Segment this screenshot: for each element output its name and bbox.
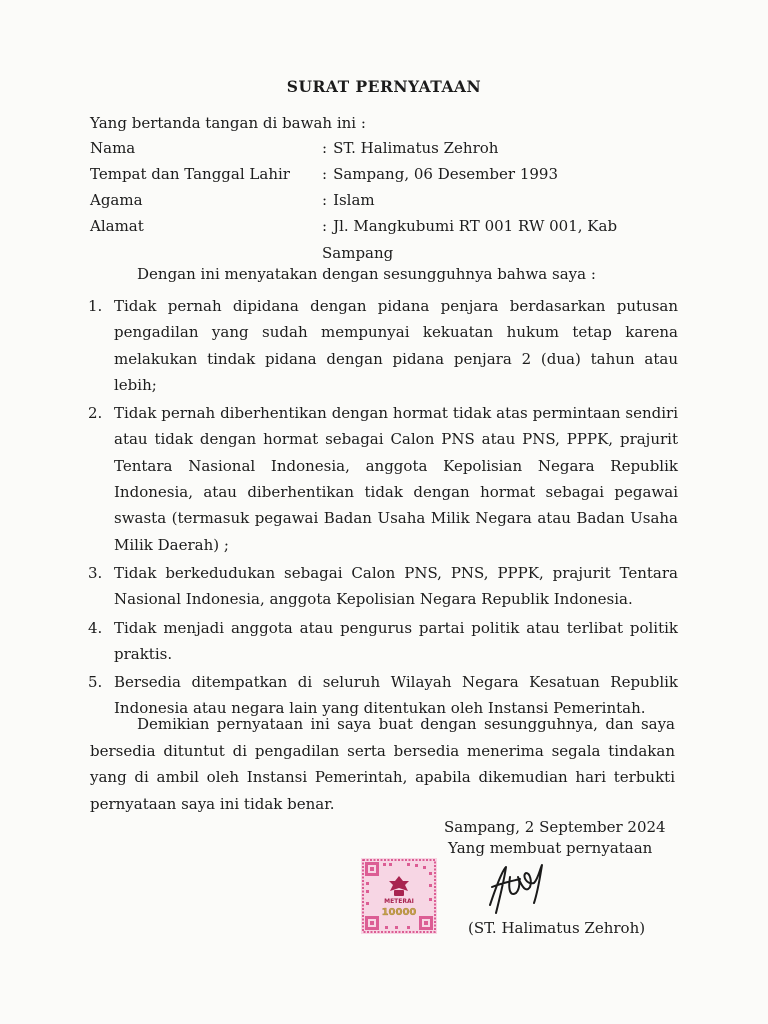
list-item-text: Tidak berkedudukan sebagai Calon PNS, PNS, PPPK, prajurit Tentara Nasional Indonesia, anggota Kepolisian Negara Republik Indonesia. (114, 563, 678, 609)
signature-role: Yang membuat pernyataan (448, 839, 653, 857)
intro-text: Yang bertanda tangan di bawah ini : (90, 114, 366, 132)
identity-table (90, 138, 690, 262)
identity-value: : ST. Halimatus Zehroh (322, 139, 499, 157)
signature-place-date: Sampang, 2 September 2024 (444, 818, 666, 836)
meterai-stamp-icon (361, 858, 437, 934)
list-item-number: 3. (88, 563, 103, 582)
identity-value-text: Sampang, 06 Desember 1993 (333, 165, 558, 183)
list-item (90, 293, 678, 398)
handwritten-signature (482, 857, 552, 917)
declaration-intro: Dengan ini menyatakan dengan sesungguhnya bahwa saya : (137, 265, 596, 283)
identity-label: Agama (90, 191, 143, 209)
identity-label: Nama (90, 139, 136, 157)
identity-value-text: ST. Halimatus Zehroh (333, 139, 499, 157)
stamp-label: METERAI (384, 898, 414, 905)
list-item-text: Tidak pernah diberhentikan dengan hormat tidak atas permintaan sendiri atau tidak dengan hormat sebagai Calon PNS atau PNS, PPPK, prajurit Tentara Nasional Indonesia, anggota Kepolisian Negara Republik Indonesia, atau diberhentikan tidak dengan hormat sebagai pegawai swasta (termasuk pegawai Badan Usaha Milik Negara atau Badan Usaha Milik Daerah) ; (114, 404, 678, 554)
list-item (90, 400, 678, 558)
closing-paragraph: Demikian pernyataan ini saya buat dengan sesungguhnya, dan saya bersedia dituntut di pengadilan serta bersedia menerima segala tindakan yang di ambil oleh Instansi Pemerintah, apabila dikemudian hari terbukti pernyataan saya ini tidak benar. (90, 715, 675, 813)
list-item-text: Bersedia ditempatkan di seluruh Wilayah Negara Kesatuan Republik Indonesia atau negara lain yang ditentukan oleh Instansi Pemerintah. (114, 673, 678, 718)
list-item-number: 4. (88, 618, 103, 637)
list-item-number: 2. (88, 404, 103, 423)
identity-value-text: Jl. Mangkubumi RT 001 RW 001, Kab Sampang (322, 217, 618, 262)
identity-label: Tempat dan Tanggal Lahir (90, 165, 290, 183)
signatory-name: (ST. Halimatus Zehroh) (468, 919, 646, 937)
list-item-number: 1. (88, 297, 103, 315)
list-item-text: Tidak menjadi anggota atau pengurus partai politik atau terlibat politik praktis. (114, 618, 678, 663)
identity-value-text: Islam (333, 191, 375, 209)
list-item-text: Tidak pernah dipidana dengan pidana penjara berdasarkan putusan pengadilan yang sudah mempunyai kekuatan hukum tetap karena melakukan tindak pidana dengan pidana penjara 2 (dua) tahun atau lebih; (114, 297, 678, 394)
identity-value: : Jl. Mangkubumi RT 001 RW 001, Kab Sampang (322, 217, 618, 262)
list-item-number: 5. (88, 673, 103, 692)
identity-row-address (90, 216, 690, 262)
declaration-list (90, 293, 678, 724)
identity-label: Alamat (90, 217, 144, 235)
identity-value: : Sampang, 06 Desember 1993 (322, 165, 558, 183)
stamp-value: 10000 (381, 907, 417, 918)
list-item (90, 560, 678, 613)
list-item (90, 615, 678, 668)
document-title: SURAT PERNYATAAN (286, 77, 482, 96)
identity-value: : Islam (322, 191, 375, 209)
